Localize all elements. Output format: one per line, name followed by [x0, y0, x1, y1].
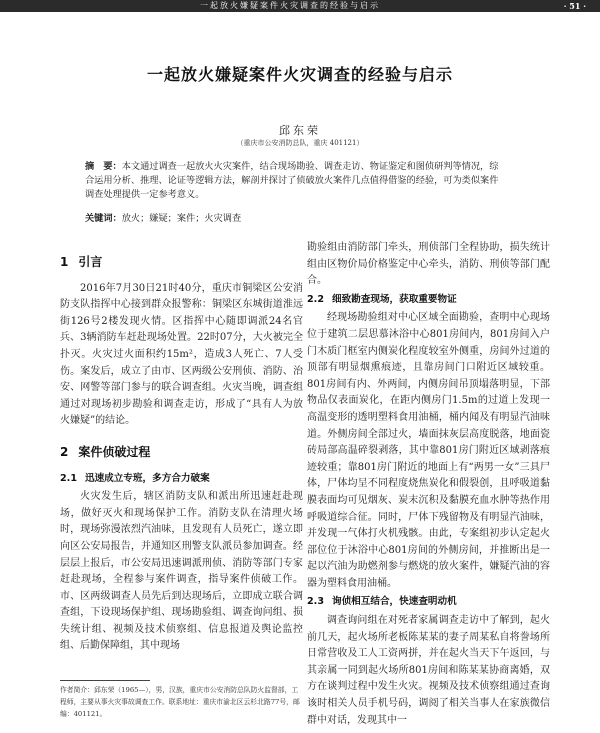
- intro-paragraph: 2016年7月30日21时40分，重庆市铜梁区公安消防支队指挥中心接到群众报警称：铜梁区东城街道淮远街126号2楼发现火情。区指挥中心随即调派24名官兵、3辆消防车赶赴现场处置。22时07分，大火被完全扑灭。火灾过火面积约15m²，造成3人死亡、7人受伤。案发后，成立了由市、区两级公安刑侦、消防、治安、网警等部门参与的联合调查组。火灾当晚，调查组通过对现场初步勘验和调查走访，形成了“具有人为放火嫌疑”的结论。: [60, 282, 303, 427]
- section-heading-investigation: [60, 444, 303, 461]
- abstract: [85, 160, 505, 202]
- section-number: 1: [60, 255, 69, 269]
- subsection-number: 2.2: [307, 293, 324, 305]
- continued-paragraph: 勘验组由消防部门牵头，刑侦部门全程协助，损失统计组由区物价局价格鉴定中心牵头，消防、刑侦等部门配合。: [307, 242, 550, 287]
- subsection-heading-2-3: [307, 594, 550, 611]
- author-footnote: 作者简介：邱东荣（1965—），男，汉族，重庆市公安消防总队防火监督部，工程师，主要从事火灾事故调查工作。联系地址：重庆市渝北区云杉北路77号，邮编：401121。: [60, 686, 300, 718]
- running-header-title: 一起放火嫌疑案件火灾调查的经验与启示: [200, 1, 380, 10]
- subsection-title: 细致勘查现场，获取重要物证: [332, 293, 457, 305]
- abstract-text: 本文通过调查一起放火火灾案件，结合现场勘验、调查走访、物证鉴定和图侦研判等情况，综合运用分析、推理、论证等逻辑方法，解剖并探讨了侦破放火案件几点值得借鉴的经验，可为类似案件调查处理提供一定参考意义。: [85, 161, 499, 200]
- subsection-heading-2-2: [307, 292, 550, 309]
- keywords-text: 放火；嫌疑；案件；火灾调查: [121, 213, 242, 224]
- keywords: [85, 212, 505, 226]
- keywords-label: 关键词：: [85, 213, 122, 224]
- left-column: [60, 240, 303, 655]
- subsection-number: 2.1: [60, 472, 77, 484]
- right-column: [307, 240, 550, 729]
- paragraph-2-3: 调查询问组在对死者家属调查走访中了解到，起火前几天，起火场所老板陈某某的妻子周某私自将誊场所日常营收及工人工资两拼，并在起火当天下午返回，与其亲属一同到起火场所801房间和陈某某协商离婚，双方在谈判过程中发生火灾。视频及技术侦察组通过查询该时相关人员手机号码，调阅了相关当事人在家族微信群中对话，发现其中一: [307, 615, 550, 726]
- abstract-label: 摘 要：: [85, 161, 122, 172]
- page-number: · 51 ·: [563, 1, 586, 11]
- article-affiliation: （重庆市公安消防总队，重庆 401121）: [236, 139, 364, 147]
- article-author: 邱东荣: [279, 124, 321, 137]
- subsection-title: 询侦相互结合，快速查明动机: [332, 596, 457, 608]
- article-title: 一起放火嫌疑案件火灾调查的经验与启示: [146, 65, 453, 84]
- subsection-heading-2-1: [60, 471, 303, 488]
- footnote-rule: [60, 680, 150, 681]
- paragraph-2-2: 经现场勘验组对中心区域全面勘验，查明中心现场位于建筑二层思慕沐浴中心801房间内，801房间入户门木质门框室内侧炭化程度较室外侧重，房间外过道的顶部有明显烟熏痕迹，且靠房间门口附近区域较重。801房间有内、外两间，内侧房间吊顶塌落明显，下部物品仅表面炭化，在距内侧房门1.5m的过道上发现一高温变形的透明塑料食用油桶，桶内闻及有明显汽油味道。外侧房间全部过火，墙面抹灰层高度脱落，地面瓷砖局部高温碎裂剥落，其中靠801房门附近区域剥落痕迹较重；靠801房门附近的地面上有“两男一女”三具尸体，尸体均呈不同程度烧焦炭化和假裂创，且呼吸道黏膜表面均可见烟灰、炭末沉积及黏膜充血水肿等热作用呼吸道综合征。同时，尸体下残留物及有明显汽油味，并发现一气体打火机残骸。由此，专案组初步认定起火部位位于沐浴中心801房间的外侧房间，并推断出是一起以汽油为助燃剂参与燃烧的放火案件，嫌疑汽油的容器为塑料食用油桶。: [307, 312, 550, 589]
- section-number: 2: [60, 444, 69, 459]
- section-title: 引言: [78, 255, 103, 269]
- subsection-title: 迅速成立专班，多方合力破案: [85, 472, 210, 484]
- subsection-number: 2.3: [307, 596, 324, 608]
- running-header: [0, 0, 600, 12]
- section-heading-introduction: [60, 254, 303, 271]
- paragraph-2-1: 火灾发生后，辖区消防支队和派出所迅速赶赴现场，做好灭火和现场保护工作。消防支队在清理火场时，现场弥漫浓烈汽油味，且发现有人员死亡，遂立即向区公安局报告，并通知区刑警支队派员参加调查。经层层上报后，市公安局迅速调派刑侦、消防等部门专家赶赴现场，全程参与案件调查，指导案件侦破工作。市、区两级调查人员先后到达现场后，立即成立联合调查组，下设现场保护组、现场勘验组、调查询问组、损失统计组、视频及技术侦察组、信息报道及舆论监控组、后勤保障组，其中现场: [60, 491, 303, 652]
- section-title: 案件侦破过程: [78, 444, 151, 459]
